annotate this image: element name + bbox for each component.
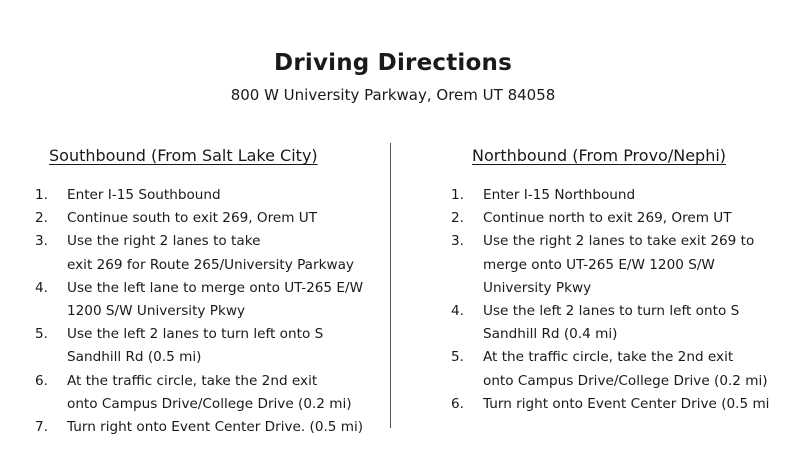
step-text-line: Use the left 2 lanes to turn left onto S (67, 326, 324, 343)
step-text-line: Turn right onto Event Center Drive. (0.5 mi) (67, 419, 364, 436)
direction-step (451, 393, 769, 416)
step-text-line: Use the right 2 lanes to take exit 269 to (483, 233, 755, 250)
direction-step (35, 184, 363, 207)
step-text-line: Continue south to exit 269, Orem UT (67, 210, 318, 227)
direction-step (451, 230, 769, 300)
step-number: 1. (451, 187, 464, 203)
step-text-line: Enter I-15 Southbound (67, 187, 221, 203)
direction-step (35, 207, 363, 230)
northbound-heading: Northbound (From Provo/Nephi) (472, 146, 727, 165)
direction-step (35, 416, 363, 439)
step-text-line: 1200 S/W University Pkwy (67, 303, 246, 320)
direction-step (451, 207, 769, 230)
step-number: 6. (35, 372, 48, 389)
step-number: 2. (35, 210, 48, 227)
direction-step (35, 277, 363, 323)
direction-step (451, 300, 769, 346)
step-text-line: exit 269 for Route 265/University Parkway (67, 256, 354, 273)
southbound-steps (35, 184, 363, 439)
step-text-line: Turn right onto Event Center Drive (0.5 mi (483, 395, 770, 412)
direction-step (451, 346, 769, 392)
step-text-line: Enter I-15 Northbound (483, 187, 636, 203)
direction-step (35, 230, 363, 276)
column-divider (390, 143, 391, 428)
step-number: 7. (35, 419, 48, 436)
step-text-line: At the traffic circle, take the 2nd exit (483, 349, 734, 366)
step-number: 1. (35, 187, 48, 203)
step-number: 5. (35, 326, 48, 343)
step-number: 6. (451, 395, 464, 412)
step-text-line: onto Campus Drive/College Drive (0.2 mi) (67, 395, 352, 412)
step-text-line: Sandhill Rd (0.4 mi) (483, 326, 618, 343)
page-title: Driving Directions (274, 50, 512, 76)
step-number: 3. (451, 233, 464, 250)
step-number: 2. (451, 210, 464, 227)
step-text-line: Use the left 2 lanes to turn left onto S (483, 303, 740, 320)
address: 800 W University Parkway, Orem UT 84058 (230, 86, 556, 104)
step-number: 5. (451, 349, 464, 366)
step-number: 4. (451, 303, 464, 320)
step-text-line: Use the left lane to merge onto UT-265 E/W (67, 279, 364, 296)
step-text-line: Continue north to exit 269, Orem UT (483, 210, 732, 227)
step-text-line: At the traffic circle, take the 2nd exit (67, 372, 318, 389)
step-text-line: merge onto UT-265 E/W 1200 S/W (483, 256, 715, 273)
step-text-line: University Pkwy (483, 279, 592, 296)
step-number: 4. (35, 279, 48, 296)
direction-step (35, 323, 363, 369)
step-text-line: Sandhill Rd (0.5 mi) (67, 349, 202, 366)
direction-step (451, 184, 769, 207)
northbound-steps (451, 184, 769, 416)
direction-step (35, 370, 363, 416)
step-number: 3. (35, 233, 48, 250)
step-text-line: Use the right 2 lanes to take (67, 233, 261, 250)
step-text-line: onto Campus Drive/College Drive (0.2 mi) (483, 372, 768, 389)
southbound-heading: Southbound (From Salt Lake City) (49, 146, 318, 165)
